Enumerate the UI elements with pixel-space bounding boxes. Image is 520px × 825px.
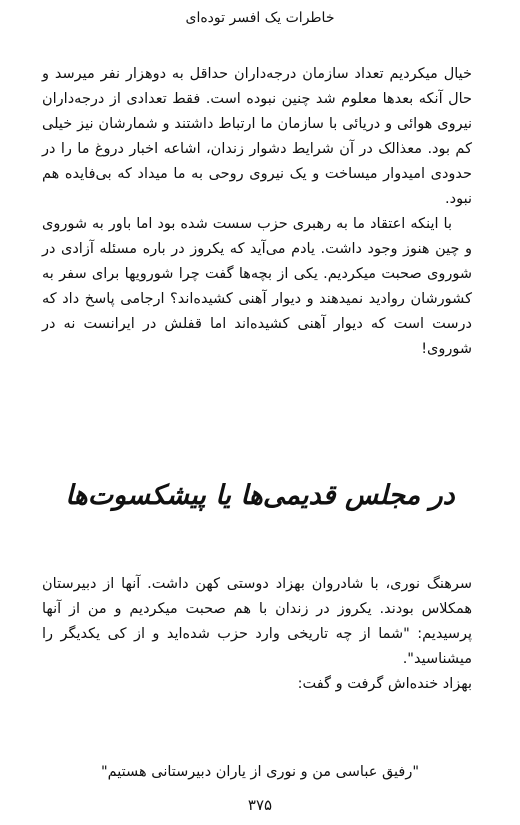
paragraph: بهزاد خنده‌اش گرفت و گفت: bbox=[297, 676, 472, 692]
paragraph: سرهنگ نوری، با شادروان بهزاد دوستی کهن داشت. آنها از دبیرستان همکلاس بودند. یکروز در زندان با هم صحبت میکردیم و من از آنها پرسیدیم: "شما از چه تاریخی وارد حزب شده‌اید و از کی یکدیگر را میشناسید". bbox=[42, 576, 472, 667]
running-header: خاطرات یک افسر توده‌ای bbox=[185, 10, 335, 26]
section-2-text bbox=[42, 572, 472, 697]
section-heading: در مجلس قدیمی‌ها یا پیشکسوت‌ها bbox=[65, 480, 455, 511]
quote: "رفیق عباسی من و نوری از یاران دبیرستانی هستیم" bbox=[100, 764, 420, 780]
paragraph: خیال میکردیم تعداد سازمان درجه‌داران حداقل به دوهزار نفر میرسد و حال آنکه بعدها معلوم شد چنین نبوده است. فقط تعدادی از درجه‌داران نیروی هوائی و دریائی با سازمان ما ارتباط داشتند و شمارشان نیز خیلی کم بود. معذالک در آن شرایط دشوار زندان، اشاعه اخبار دروغ ما را در حدودی امیدوار میساخت و یک نیروی روحی به ما میداد که بی‌فایده هم نبود. bbox=[42, 66, 472, 207]
paragraph: با اینکه اعتقاد ما به رهبری حزب سست شده بود اما باور به شوروی و چین هنوز وجود داشت. یادم می‌آید که یکروز در باره مسئله آزادی در شوروی صحبت میکردیم. یکی از بچه‌ها گفت چرا شورویها برای سفر به کشورشان روادید نمیدهند و دیوار آهنی کشیده‌اند؟ ارجامی پاسخ داد که درست است که دیوار آهنی کشیده‌اند اما قفلش در ایرانست نه در شوروی! bbox=[42, 216, 472, 357]
section-1-text bbox=[42, 62, 472, 362]
page-number: ۳۷۵ bbox=[247, 796, 273, 814]
